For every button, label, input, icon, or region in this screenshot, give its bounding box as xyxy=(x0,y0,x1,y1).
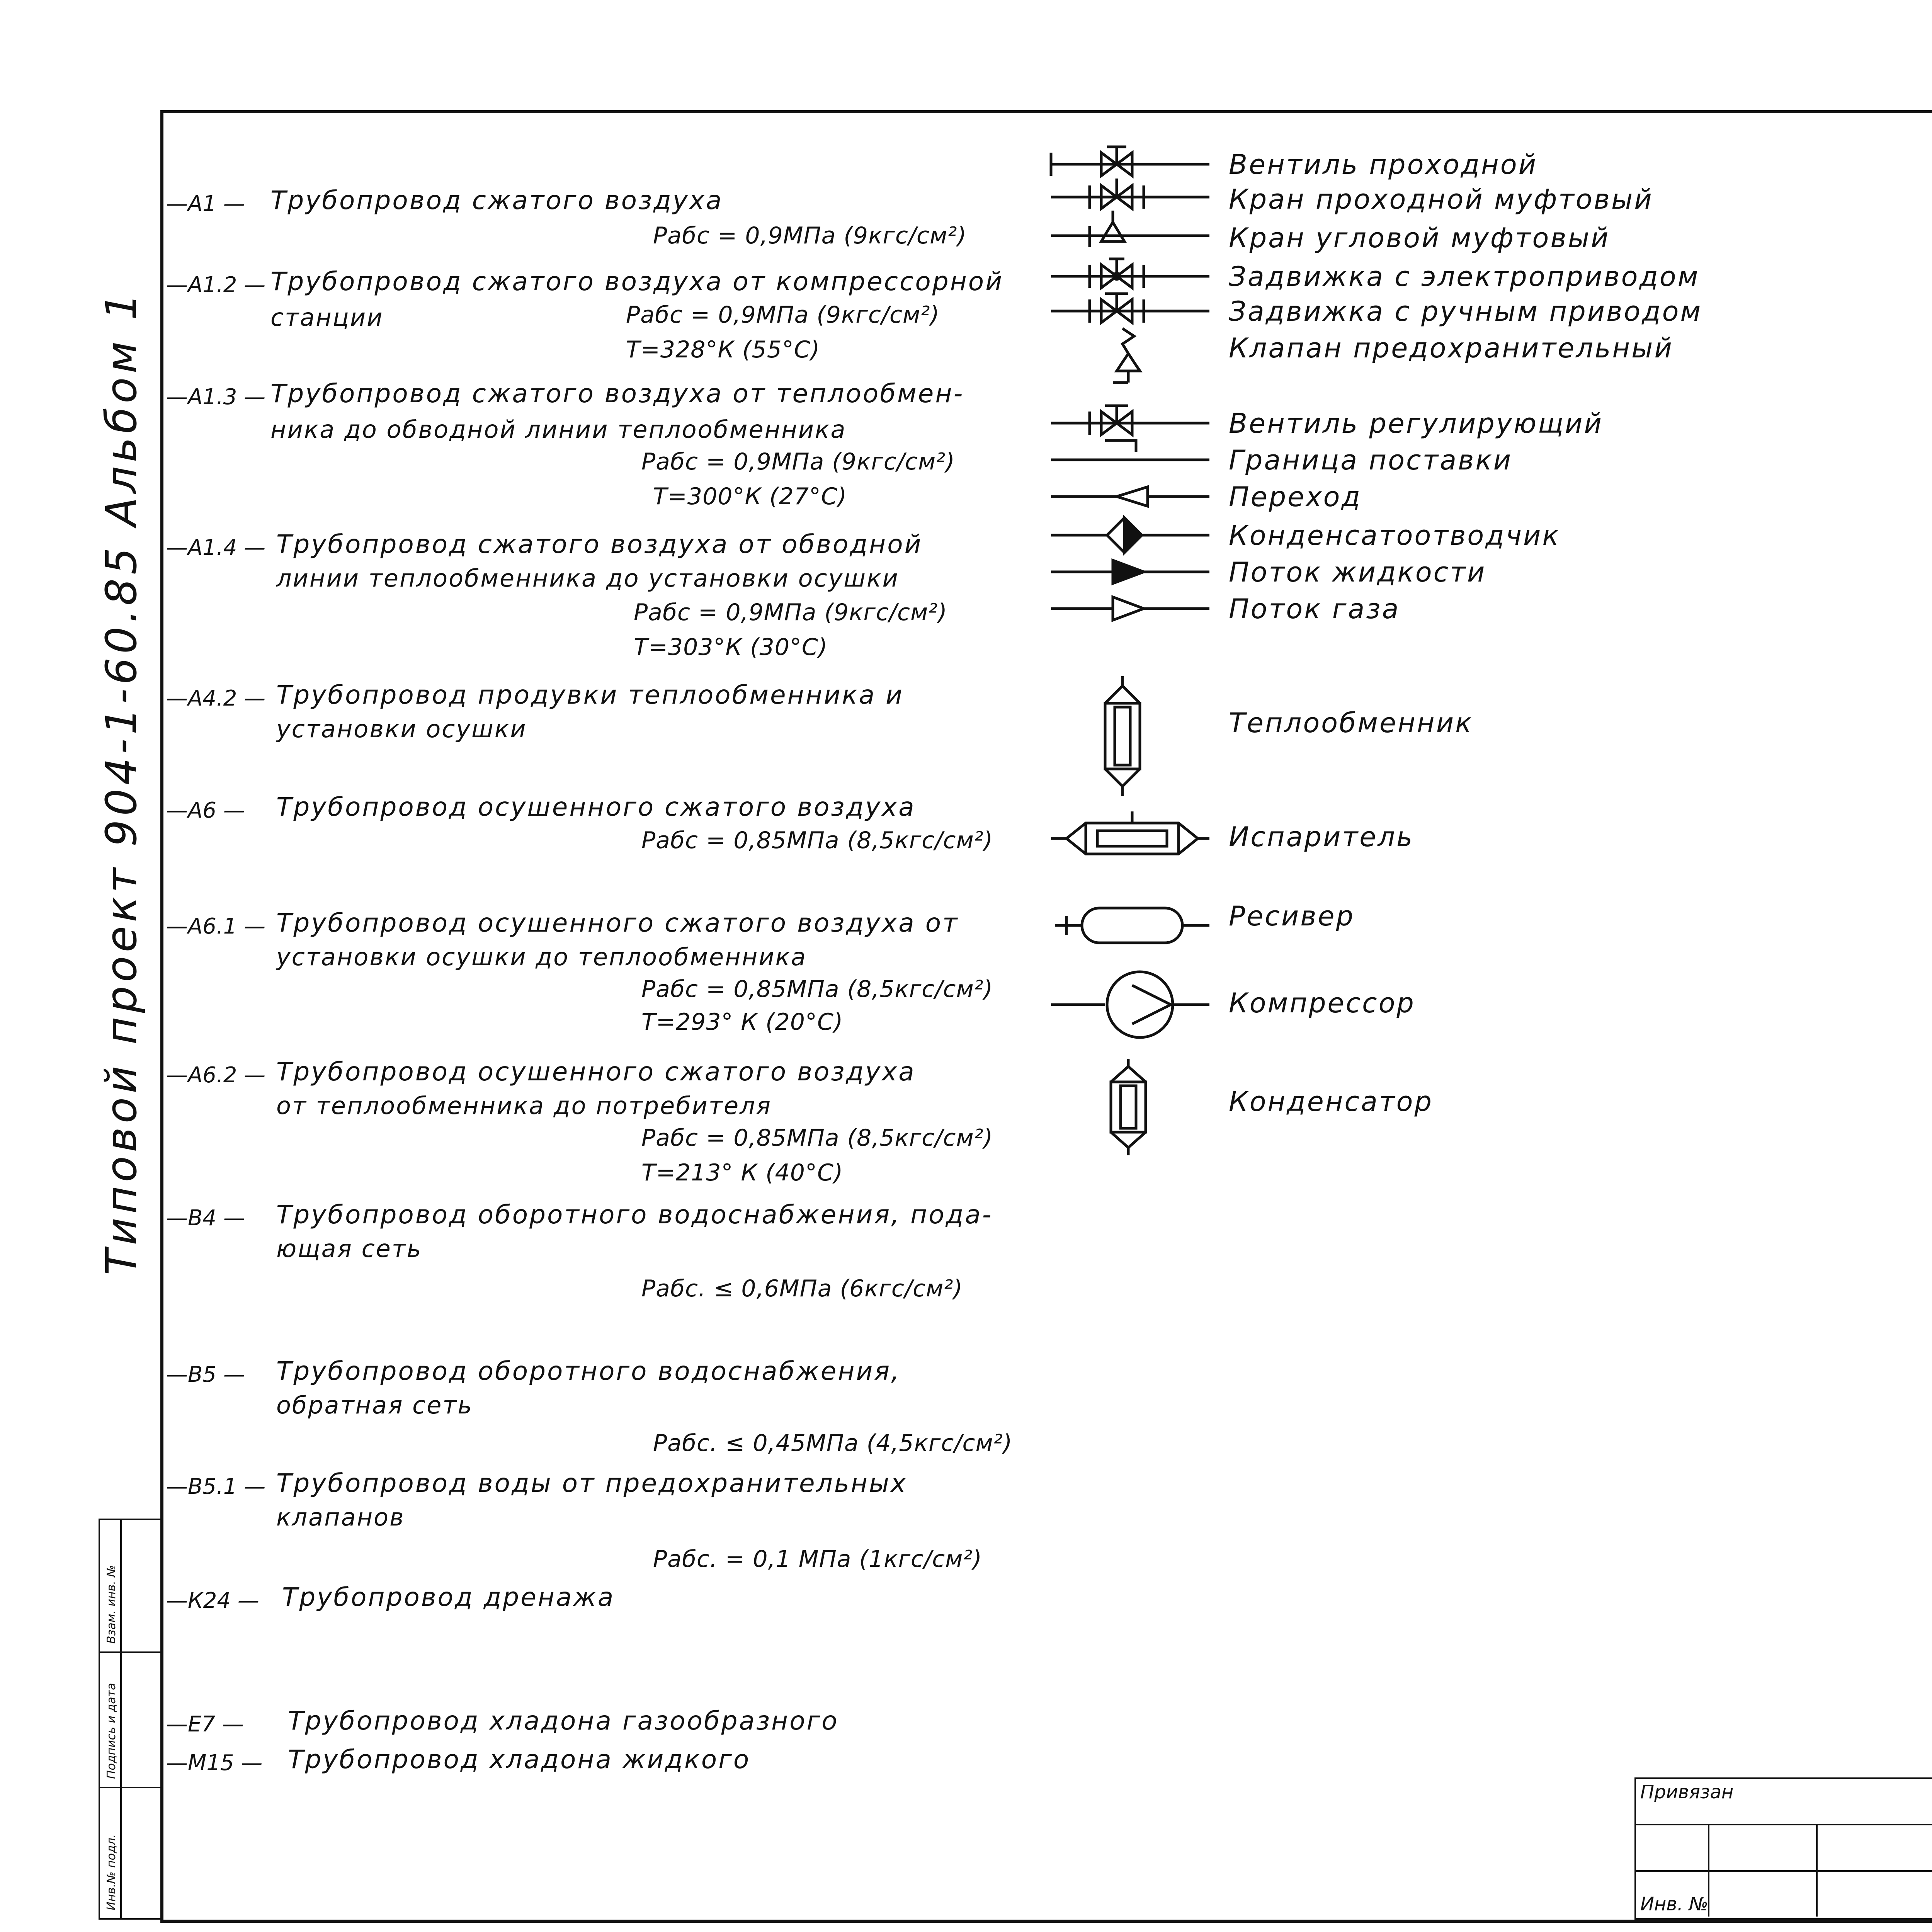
gate-valve-manual-icon xyxy=(1051,294,1209,323)
pipeline-param: Т=300°К (27°С) xyxy=(653,483,847,510)
pipeline-code: —А1.3 — xyxy=(166,384,266,410)
condensate-trap-icon xyxy=(1051,518,1209,553)
pipeline-label: Трубопровод сжатого воздуха от компрессорной xyxy=(270,267,1004,296)
symbol-label: Кран угловой муфтовый xyxy=(1229,222,1610,254)
pipeline-param: Рабс = 0,9МПа (9кгс/см²) xyxy=(626,301,940,328)
pipeline-label: Трубопровод осушенного сжатого воздуха xyxy=(276,1057,916,1087)
gas-flow-icon xyxy=(1051,597,1209,620)
side-stamp-inv: Взам. инв. № xyxy=(105,1565,118,1644)
pipeline-param: Т=328°К (55°С) xyxy=(626,336,820,363)
symbol-label: Вентиль проходной xyxy=(1229,149,1538,180)
symbol-label: Поток газа xyxy=(1229,593,1400,625)
pipeline-sub: ющая сеть xyxy=(276,1235,422,1263)
supply-boundary-icon xyxy=(1051,440,1209,460)
pipeline-label: Трубопровод дренажа xyxy=(282,1582,615,1612)
pipeline-param: Рабс. ≤ 0,6МПа (6кгс/см²) xyxy=(641,1275,963,1302)
equipment-label: Теплообменник xyxy=(1229,707,1473,739)
pipeline-sub: клапанов xyxy=(276,1503,405,1531)
pipeline-code: —М15 — xyxy=(166,1750,263,1776)
symbol-label: Переход xyxy=(1229,481,1362,513)
equipment-label: Испаритель xyxy=(1229,821,1414,853)
pipeline-label: Трубопровод хладона жидкого xyxy=(288,1745,751,1774)
pipeline-sub: установки осушки xyxy=(276,715,527,743)
pipeline-label: Трубопровод сжатого воздуха от обводной xyxy=(276,529,923,559)
pipeline-param: Рабс = 0,9МПа (9кгс/см²) xyxy=(653,222,967,249)
pipeline-param: Рабс = 0,85МПа (8,5кгс/см²) xyxy=(641,1124,993,1151)
liquid-flow-icon xyxy=(1051,560,1209,583)
pipeline-param: Рабс = 0,9МПа (9кгс/см²) xyxy=(634,599,947,626)
cock-angle-icon xyxy=(1051,211,1209,247)
album-side-label: Типовой проект 904-1-60.85 Альбом 1 xyxy=(97,289,146,1275)
equipment-label: Компрессор xyxy=(1229,987,1415,1019)
heat-exchanger-icon xyxy=(1105,676,1140,796)
pipeline-label: Трубопровод оборотного водоснабжения, пода- xyxy=(276,1200,993,1230)
pipeline-label: Трубопровод сжатого воздуха xyxy=(270,185,723,215)
evaporator-icon xyxy=(1051,811,1209,854)
pipeline-label: Трубопровод воды от предохранительных xyxy=(276,1468,908,1498)
symbol-label: Граница поставки xyxy=(1229,444,1513,476)
pipeline-code: —А6.1 — xyxy=(166,914,266,939)
symbol-label: Задвижка с электроприводом xyxy=(1229,261,1700,293)
pipeline-label: Трубопровод продувки теплообменника и xyxy=(276,680,904,710)
side-stamp-sign: Подпись и дата xyxy=(105,1683,118,1779)
pipeline-sub: линии теплообменника до установки осушки xyxy=(276,564,899,592)
symbol-label: Клапан предохранительный xyxy=(1229,332,1673,364)
pipeline-code: —В5 — xyxy=(166,1362,245,1387)
pipeline-param: Рабс. = 0,1 МПа (1кгс/см²) xyxy=(653,1546,982,1573)
pipeline-code: —В5.1 — xyxy=(166,1474,266,1499)
equipment-label: Конденсатор xyxy=(1229,1086,1433,1117)
safety-valve-icon xyxy=(1113,328,1140,383)
symbol-label: Вентиль регулирующий xyxy=(1229,408,1604,439)
pipeline-code: —А6 — xyxy=(166,798,245,823)
pipeline-sub: станции xyxy=(270,303,384,332)
pipeline-param: Т=213° К (40°С) xyxy=(641,1159,844,1186)
pipeline-code: —В4 — xyxy=(166,1206,245,1231)
pipeline-code: —А1.2 — xyxy=(166,272,266,298)
pipeline-label: Трубопровод осушенного сжатого воздуха от xyxy=(276,908,959,938)
symbol-label: Кран проходной муфтовый xyxy=(1229,184,1653,215)
pipeline-code: —А1.4 — xyxy=(166,535,266,560)
receiver-icon xyxy=(1055,908,1209,943)
pipeline-code: —А4.2 — xyxy=(166,686,266,711)
valve-straight-icon xyxy=(1051,147,1209,176)
pipeline-sub: ника до обводной линии теплообменника xyxy=(270,415,847,444)
pipeline-code: —К24 — xyxy=(166,1588,259,1613)
pipeline-label: Трубопровод хладона газообразного xyxy=(288,1706,839,1736)
pipeline-label: Трубопровод оборотного водоснабжения, xyxy=(276,1356,901,1386)
pipeline-param: Рабс = 0,85МПа (8,5кгс/см²) xyxy=(641,827,993,854)
pipeline-sub: от теплообменника до потребителя xyxy=(276,1092,772,1120)
condenser-icon xyxy=(1111,1059,1146,1155)
symbol-label: Задвижка с ручным приводом xyxy=(1229,296,1702,327)
pipeline-sub: установки осушки до теплообменника xyxy=(276,943,807,971)
pipeline-sub: обратная сеть xyxy=(276,1391,473,1419)
pipeline-label: Трубопровод осушенного сжатого воздуха xyxy=(276,792,916,822)
inv-label: Инв. № xyxy=(1640,1893,1709,1915)
pipeline-param: Рабс = 0,85МПа (8,5кгс/см²) xyxy=(641,976,993,1003)
control-valve-icon xyxy=(1051,406,1209,435)
compressor-icon xyxy=(1051,972,1209,1037)
reducer-icon xyxy=(1051,487,1209,506)
symbol-label: Поток жидкости xyxy=(1229,556,1486,588)
pipeline-param: Т=303°К (30°С) xyxy=(634,634,828,661)
side-stamp-orig: Инв.№ подл. xyxy=(105,1834,118,1910)
equipment-label: Ресивер xyxy=(1229,900,1355,932)
pipeline-param: Рабс = 0,9МПа (9кгс/см²) xyxy=(641,448,955,475)
cock-straight-icon xyxy=(1051,179,1209,209)
pipeline-param: Т=293° К (20°С) xyxy=(641,1009,844,1036)
symbol-label: Конденсатоотводчик xyxy=(1229,520,1560,551)
pipeline-param: Рабс. ≤ 0,45МПа (4,5кгс/см²) xyxy=(653,1430,1013,1457)
pipeline-code: —А1 — xyxy=(166,191,245,216)
pipeline-code: —А6.2 — xyxy=(166,1063,266,1088)
pipeline-code: —Е7 — xyxy=(166,1712,244,1737)
linked-label: Привязан xyxy=(1640,1781,1734,1803)
gate-valve-electric-icon xyxy=(1051,259,1209,288)
pipeline-label: Трубопровод сжатого воздуха от теплообмен- xyxy=(270,379,964,408)
